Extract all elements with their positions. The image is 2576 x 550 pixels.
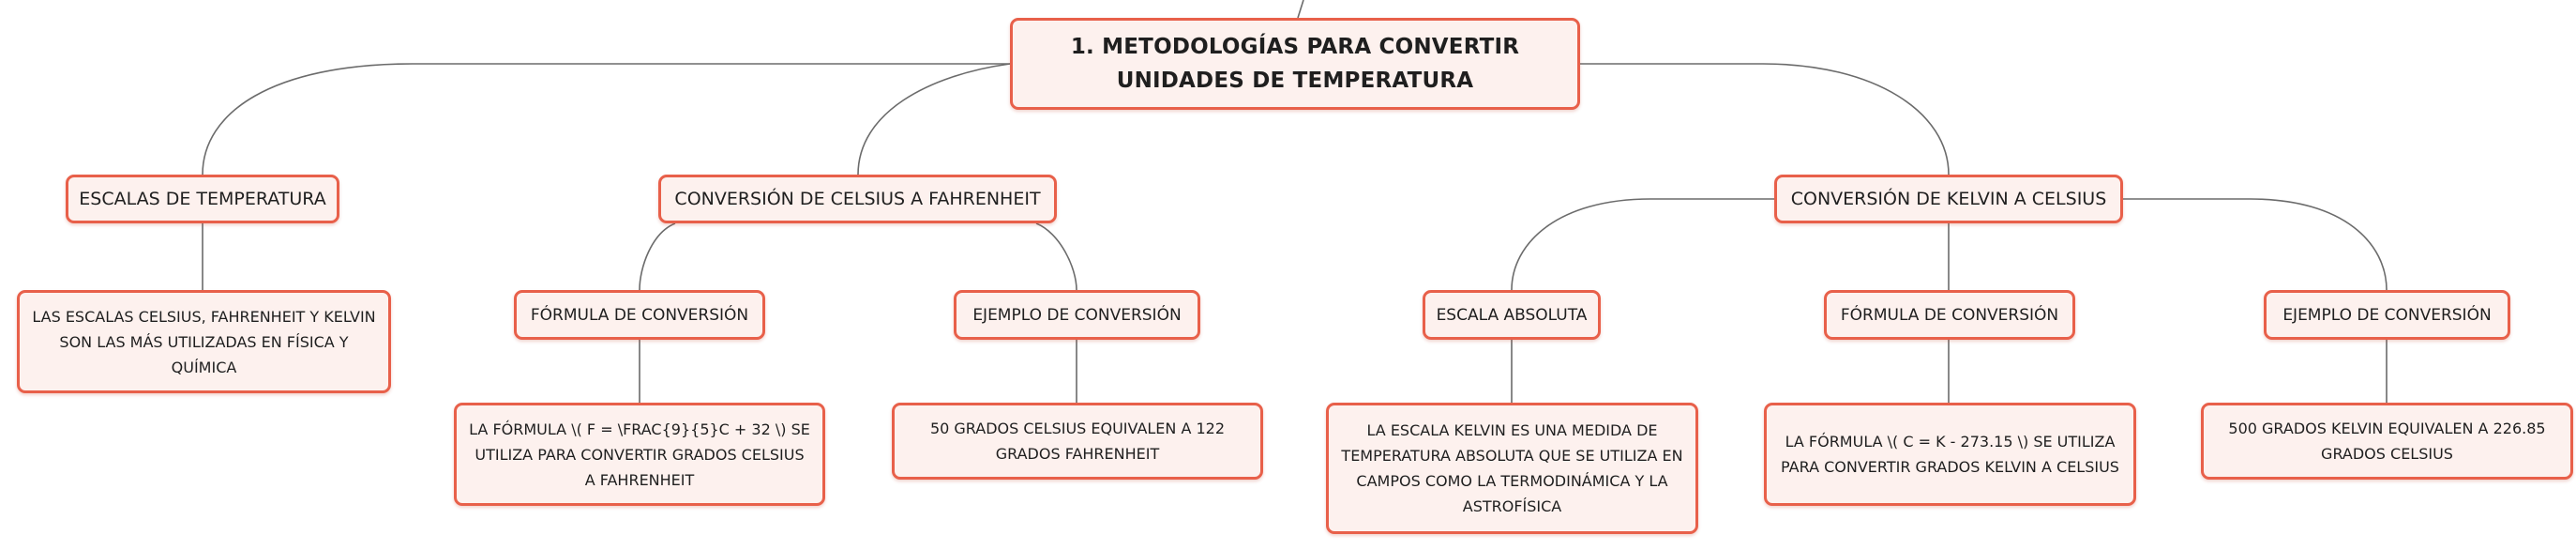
connector-k2c-ejemplo [2123, 199, 2387, 290]
subtopic-c2f-ejemplo[interactable] [954, 290, 1200, 340]
subtopic-label: FÓRMULA DE CONVERSIÓN [530, 305, 749, 325]
connector-c2f-formula [640, 223, 675, 290]
connector-root-c2f [858, 64, 1010, 175]
connector-k2c-escala [1512, 199, 1774, 290]
detail-k2c-escala[interactable] [1326, 403, 1698, 534]
connector-root-k2c [1580, 64, 1949, 175]
detail-k2c-ejemplo[interactable] [2201, 403, 2573, 480]
detail-k2c-formula[interactable] [1764, 403, 2136, 506]
connector-root-parent [1298, 0, 1303, 18]
subtopic-label: LAS ESCALAS CELSIUS, FAHRENHEIT Y KELVIN SON LAS MÁS UTILIZADAS EN FÍSICA Y QUÍMICA [32, 307, 376, 376]
detail-label: 50 GRADOS CELSIUS EQUIVALEN A 122 GRADOS FAHRENHEIT [929, 420, 1226, 463]
topic-escalas-de-temperatura[interactable] [66, 175, 339, 223]
connector-c2f-ejemplo [1036, 223, 1077, 290]
topic-conversion-celsius-a-fahrenheit[interactable] [658, 175, 1057, 223]
detail-c2f-ejemplo[interactable] [892, 403, 1263, 480]
topic-label: ESCALAS DE TEMPERATURA [79, 189, 326, 209]
subtopic-label: ESCALA ABSOLUTA [1436, 305, 1588, 325]
detail-label: LA FÓRMULA \( C = K - 273.15 \) SE UTILIZA PARA CONVERTIR GRADOS KELVIN A CELSIUS [1781, 433, 2119, 476]
detail-label: 500 GRADOS KELVIN EQUIVALEN A 226.85 GRADOS CELSIUS [2228, 420, 2546, 463]
subtopic-escalas-descripcion[interactable] [17, 290, 391, 393]
subtopic-label: EJEMPLO DE CONVERSIÓN [972, 305, 1182, 325]
topic-conversion-kelvin-a-celsius[interactable] [1774, 175, 2123, 223]
root-topic-node[interactable] [1010, 18, 1580, 110]
subtopic-label: EJEMPLO DE CONVERSIÓN [2282, 305, 2492, 325]
subtopic-k2c-escala-absoluta[interactable] [1423, 290, 1601, 340]
subtopic-k2c-ejemplo[interactable] [2264, 290, 2510, 340]
root-topic-label: 1. METODOLOGÍAS PARA CONVERTIR UNIDADES DE TEMPERATURA [1070, 35, 1520, 93]
subtopic-label: FÓRMULA DE CONVERSIÓN [1840, 305, 2059, 325]
subtopic-k2c-formula[interactable] [1824, 290, 2075, 340]
topic-label: CONVERSIÓN DE CELSIUS A FAHRENHEIT [674, 189, 1041, 209]
connector-root-escalas [203, 64, 1010, 175]
topic-label: CONVERSIÓN DE KELVIN A CELSIUS [1790, 189, 2107, 209]
detail-label: LA ESCALA KELVIN ES UNA MEDIDA DE TEMPERATURA ABSOLUTA QUE SE UTILIZA EN CAMPOS COMO LA TERMODINÁMICA Y LA ASTROFÍSICA [1341, 421, 1683, 515]
detail-c2f-formula[interactable] [454, 403, 825, 506]
subtopic-c2f-formula[interactable] [514, 290, 765, 340]
detail-label: LA FÓRMULA \( F = \FRAC{9}{5}C + 32 \) SE UTILIZA PARA CONVERTIR GRADOS CELSIUS A FAHRENHEIT [469, 420, 810, 489]
